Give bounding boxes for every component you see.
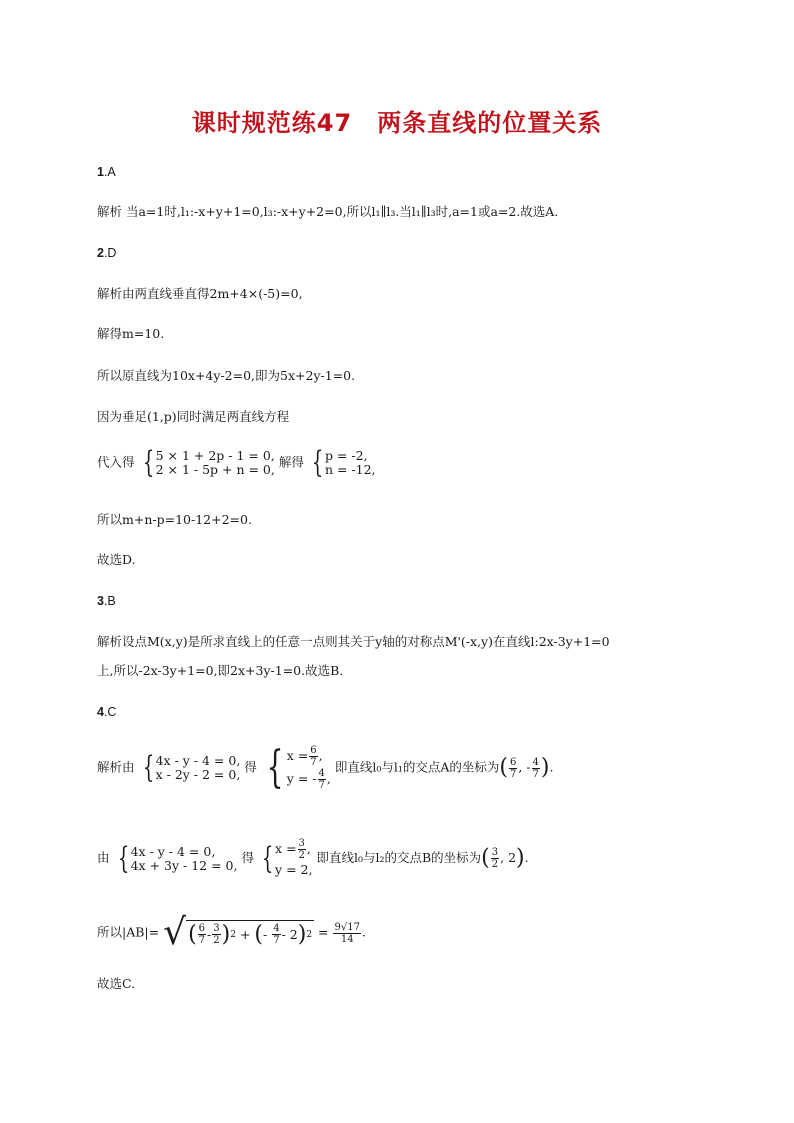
question-answer: .A <box>103 165 116 179</box>
solution-x: x = $\frac{6}{7}$ , <box>286 745 323 768</box>
q2-line-3: 所以原直线为10x+4y-2=0,即为5x+2y-1=0. <box>97 368 356 383</box>
left-brace: { <box>142 750 154 785</box>
fraction: $\frac{6}{7}$ <box>510 756 517 780</box>
question-answer: .D <box>103 246 117 260</box>
q2-line-5 <box>97 445 376 480</box>
question-4-header <box>97 704 116 720</box>
q4-part-b: 由 { 4x - y - 4 = 0, 4x + 3y - 12 = 0, 得 { x = $\frac{3}{2}$ , y = 2, 即直线l₀与l₂的交点B的坐标为( $\frac{3}{2}$ , 2). <box>97 838 529 877</box>
text-fragment: , - <box>518 759 531 775</box>
radicand: ( $\frac{6}{7}$ - $\frac{3}{2}$ ) 2 + ( - $\frac{4}{7}$ - 2 ) 2 <box>188 921 313 947</box>
equation-system <box>114 840 238 876</box>
solution-x: x = $\frac{3}{2}$ , <box>275 838 311 861</box>
equation: 2 × 1 - 5p + n = 0, <box>155 462 275 477</box>
equation: n = -12, <box>324 462 376 477</box>
text-fragment: 解析由 <box>97 759 135 775</box>
q3-line-2: 上,所以-2x-3y+1=0,即2x+3y-1=0.故选B. <box>97 663 344 678</box>
page-title: 课时规范练47 两条直线的位置关系 <box>191 109 603 137</box>
question-1-header <box>97 164 116 180</box>
solution-y: y = 2, <box>275 862 313 877</box>
q4-conclusion: 故选C. <box>97 976 136 991</box>
system-rows <box>156 449 275 477</box>
fraction: $\frac{4}{7}$ <box>532 756 539 780</box>
question-number: 4 <box>97 705 104 719</box>
q2-line-1: 解析由两直线垂直得2m+4×(-5)=0, <box>97 286 303 301</box>
solution-system <box>261 742 331 793</box>
equation-system <box>139 445 275 480</box>
q3-line-1: 解析设点M(x,y)是所求直线上的任意一点则其关于y轴的对称点M'(-x,y)在直线l:2x-3y+1=0 <box>97 634 610 649</box>
question-number: 2 <box>97 246 104 260</box>
radical-sign: √ <box>163 912 187 953</box>
system-rows <box>275 838 312 879</box>
left-brace: { <box>266 742 284 793</box>
equation: 4x + 3y - 12 = 0, <box>130 857 238 873</box>
question-number: 3 <box>97 594 104 608</box>
open-paren: ( <box>481 845 490 871</box>
fraction: $\frac{3}{2}$ <box>491 847 499 870</box>
system-rows <box>287 745 331 791</box>
q2-line-7: 故选D. <box>97 552 136 567</box>
equation: 4x - y - 4 = 0, <box>130 843 216 859</box>
left-brace: { <box>311 445 324 480</box>
q1-explanation: 解析 当a=1时,l₁:-x+y+1=0,l₃:-x+y+2=0,所以l₁∥l₃.当l₁∥l₃时,a=1或a=2.故选A. <box>97 204 559 219</box>
question-3-header <box>97 593 116 609</box>
equation-system <box>139 750 241 785</box>
text-fragment: 所以|AB|= <box>97 924 160 940</box>
close-paren: ) <box>540 755 550 780</box>
equation: p = -2, <box>324 448 368 463</box>
open-paren: ( <box>499 755 508 780</box>
text-fragment: 得 <box>244 759 257 775</box>
q2-line-2: 解得m=10. <box>97 326 165 341</box>
q2-line-4: 因为垂足(1,p)同时满足两直线方程 <box>97 409 290 424</box>
text-fragment: 即直线l₀与l₁的交点A的坐标为 <box>334 759 500 775</box>
text-fragment: 得 <box>241 850 254 865</box>
question-number: 1 <box>97 165 104 179</box>
text-fragment: , 2 <box>500 850 517 865</box>
close-paren: ) <box>516 845 525 871</box>
text-fragment: 由 <box>97 850 110 865</box>
text-fragment: 解得 <box>278 454 304 470</box>
question-answer: .B <box>103 594 116 608</box>
text-fragment: 代入得 <box>97 454 135 470</box>
equation-system <box>308 445 376 480</box>
equation: 4x - y - 4 = 0, <box>155 753 241 768</box>
solution-system <box>258 838 313 879</box>
equation: 5 × 1 + 2p - 1 = 0, <box>155 448 275 463</box>
left-brace: { <box>261 840 274 876</box>
q4-part-c: 所以|AB|= √ ( $\frac{6}{7}$ - $\frac{3}{2}$ ) 2 + ( - $\frac{4}{7}$ - 2 ) 2 = $\frac{9√17}{14}$ . <box>97 912 366 953</box>
q4-part-a: 解析由 { 4x - y - 4 = 0, x - 2y - 2 = 0, 得 { x = $\frac{6}{7}$ , y = - $\frac{4}{7}$ , 即直线l₀与l₁的交点A的坐标为( $\frac{6}{7}$ , - $\frac{4}{7}$ ). <box>97 742 554 793</box>
result-fraction: $\frac{9√17}{14}$ <box>334 921 360 945</box>
left-brace: { <box>117 840 129 876</box>
system-rows <box>325 449 376 477</box>
equation: x - 2y - 2 = 0, <box>155 767 241 782</box>
left-brace: { <box>142 445 154 480</box>
solution-y: y = - $\frac{4}{7}$ , <box>286 768 331 791</box>
text-fragment: 即直线l₀与l₂的交点B的坐标为 <box>316 850 482 865</box>
q2-line-6: 所以m+n-p=10-12+2=0. <box>97 512 252 527</box>
system-rows <box>156 754 241 782</box>
question-2-header <box>97 245 116 261</box>
system-rows <box>131 845 238 873</box>
question-answer: .C <box>103 705 117 719</box>
